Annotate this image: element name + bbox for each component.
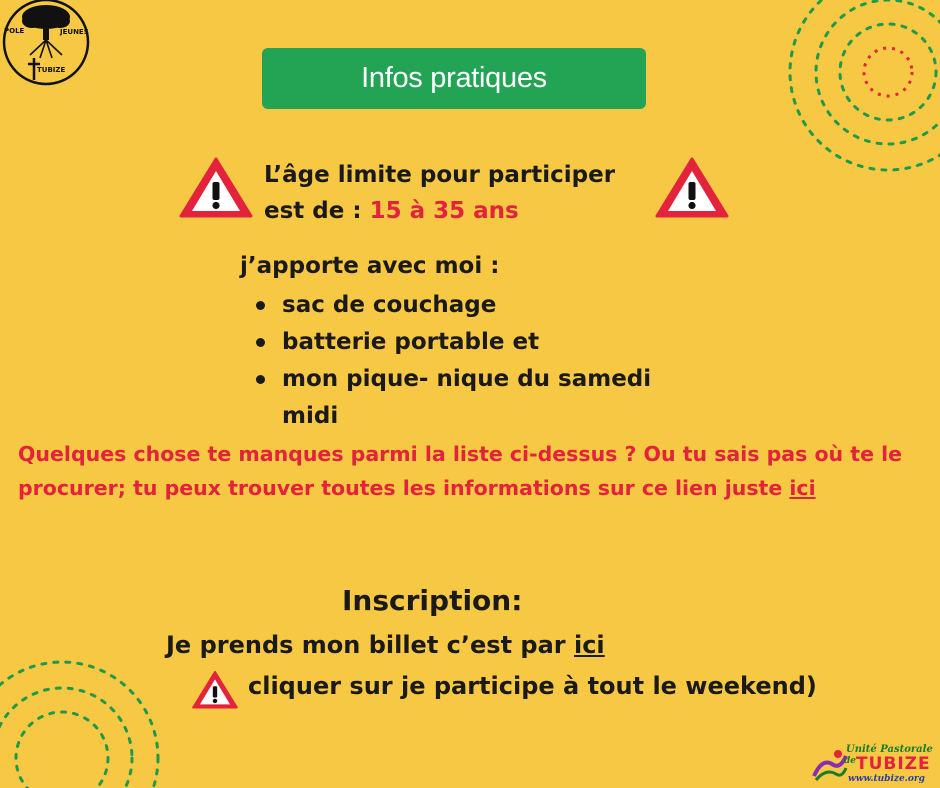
click-instruction: cliquer sur je participe à tout le weekend)	[248, 672, 817, 700]
info-link[interactable]: ici	[789, 476, 816, 500]
title-banner	[262, 48, 646, 109]
logo-left-text: POLE	[4, 27, 25, 35]
warning-triangle-icon	[178, 156, 254, 220]
ticket-line	[166, 631, 605, 659]
logo-right-text: JEUNES	[60, 28, 89, 36]
decorative-circles-top-right	[770, 0, 940, 175]
pole-jeunes-logo	[0, 0, 92, 88]
bring-list-title: j’apporte avec moi :	[240, 253, 500, 279]
tubize-emblem-icon	[810, 748, 848, 784]
missing-items-text: Quelques chose te manques parmi la liste ci-dessus ? Ou tu sais pas où te le procurer; tu peux trouver toutes les informations sur ce lien juste	[18, 442, 903, 500]
list-item: sac de couchage	[252, 287, 712, 324]
warning-triangle-icon	[654, 156, 730, 220]
tubize-logo	[808, 742, 940, 788]
tubize-logo-line2: TUBIZE	[856, 754, 931, 774]
age-prefix: est de :	[264, 198, 370, 224]
inscription-title: Inscription:	[342, 584, 523, 617]
warning-triangle-icon	[190, 670, 240, 710]
age-line-2	[264, 193, 664, 229]
logo-bottom-text: TUBIZE	[37, 66, 66, 74]
decorative-circles-bottom-left	[0, 640, 165, 788]
bring-list	[252, 287, 712, 435]
age-range-value: 15 à 35 ans	[369, 198, 519, 224]
missing-items-paragraph	[18, 437, 918, 505]
tubize-logo-line3: www.tubize.org	[848, 774, 925, 784]
tubize-logo-line1: Unité Pastorale	[846, 744, 933, 755]
ticket-text: Je prends mon billet c’est par	[166, 631, 574, 659]
list-item: batterie portable et	[252, 324, 712, 361]
age-line-1: L’âge limite pour participer	[264, 162, 616, 188]
age-limit-text	[264, 157, 664, 229]
ticket-link[interactable]: ici	[573, 631, 605, 659]
tubize-logo-line1b: de	[844, 756, 857, 766]
list-item: mon pique- nique du samedi midi	[252, 361, 692, 435]
page-title: Infos pratiques	[361, 62, 547, 94]
